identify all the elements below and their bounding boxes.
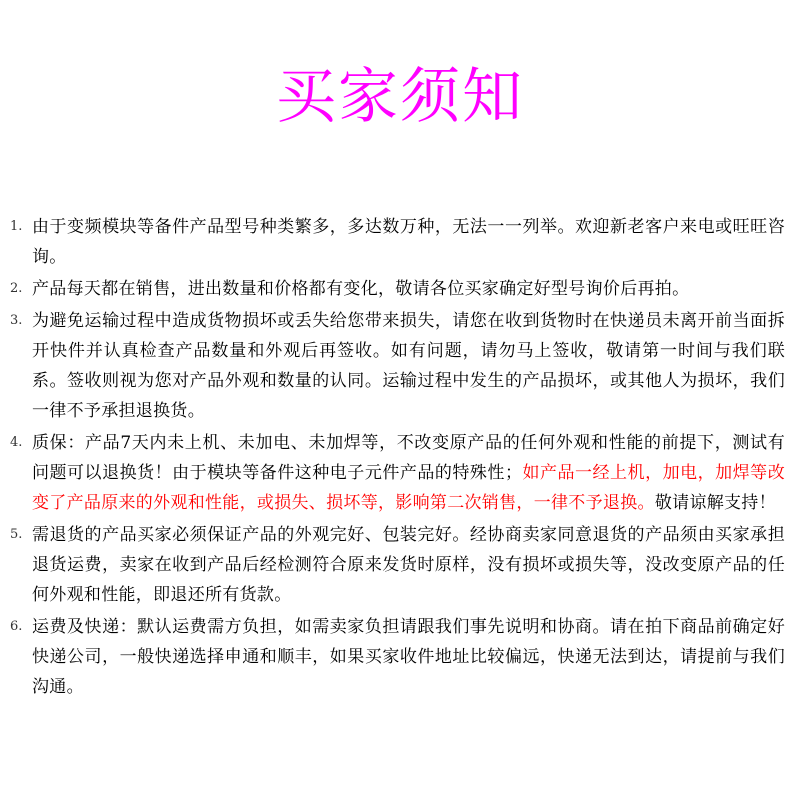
item-number: 3. [10,313,23,328]
item-text [32,428,785,518]
item-text: 运费及快递：默认运费需方负担，如需卖家负担请跟我们事先说明和协商。请在拍下商品前确定好快递公司，一般快递选择申通和顺丰，如果买家收件地址比较偏远，快递无法到达，请提前与我们沟通。 [32,617,785,697]
notice-item-2 [10,274,785,304]
item-number: 1. [10,219,23,234]
item-number: 2. [10,281,23,296]
item-text-before: 质保：产品7天内未上机、未加电、未加焊等，不改变原产品的任何外观和性能的前提下，测试有问题可以退换货！由于模块等备件这种电子元件产品的特殊性； [32,433,785,483]
notice-item-1 [10,212,785,272]
page-title: 买家须知 [276,62,524,132]
item-number: 6. [10,619,23,634]
item-number: 4. [10,435,23,450]
notice-item-6 [10,612,785,702]
item-text: 由于变频模块等备件产品型号种类繁多，多达数万种，无法一一列举。欢迎新老客户来电或旺旺咨询。 [32,217,785,267]
item-text: 产品每天都在销售，进出数量和价格都有变化，敬请各位买家确定好型号询价后再拍。 [32,279,690,299]
item-number: 5. [10,527,23,542]
item-text: 需退货的产品买家必须保证产品的外观完好、包装完好。经协商卖家同意退货的产品须由买家承担退货运费，卖家在收到产品后经检测符合原来发货时原样，没有损坏或损失等，没改变原产品的任何外观和性能，即退还所有货款。 [32,525,785,605]
notice-item-4 [10,428,785,518]
item-text: 为避免运输过程中造成货物损坏或丢失给您带来损失，请您在收到货物时在快递员未离开前当面拆开快件并认真检查产品数量和外观后再签收。如有问题，请勿马上签收，敬请第一时间与我们联系。签收则视为您对产品外观和数量的认同。运输过程中发生的产品损坏，或其他人为损坏，我们一律不予承担退换货。 [32,311,785,421]
notice-list [10,212,785,704]
notice-item-5 [10,520,785,610]
item-text-after: 敬请谅解支持！ [654,493,776,513]
item-text-highlight: 如产品一经上机，加电，加焊等改变了产品原来的外观和性能，或损失、损坏等，影响第二次销售，一律不予退换。 [32,463,785,513]
notice-item-3 [10,306,785,426]
